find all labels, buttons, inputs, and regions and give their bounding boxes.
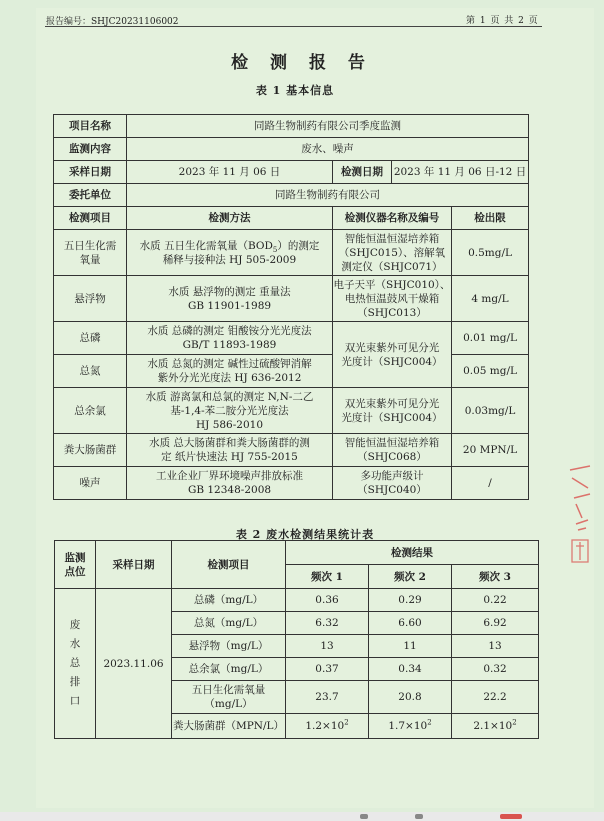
col-limit-header: 检出限 — [452, 207, 529, 230]
page-info: 第 1 页 共 2 页 — [466, 16, 539, 26]
basic-info-table — [53, 114, 529, 500]
content-label: 监测内容 — [54, 138, 127, 161]
col-f3-header: 频次 3 — [452, 565, 539, 589]
result-item: 总氮（mg/L） — [172, 612, 286, 635]
test-item: 总磷 — [54, 322, 127, 355]
result-item: 悬浮物（mg/L） — [172, 635, 286, 658]
test-method: 水质 游离氯和总氯的测定 N,N-二乙 基-1,4-苯二胺分光光度法 HJ 586-2010 — [127, 388, 333, 434]
result-value: 6.32 — [286, 612, 369, 635]
result-value: 0.32 — [452, 658, 539, 681]
detection-limit: 0.01 mg/L — [452, 322, 529, 355]
detection-limit: / — [452, 467, 529, 500]
result-value: 0.22 — [452, 589, 539, 612]
result-value: $1.7\times 10^2$ — [369, 714, 452, 739]
result-value: 20.8 — [369, 681, 452, 714]
test-item: 五日生化需 氧量 — [54, 230, 127, 276]
test-method: 水质 总大肠菌群和粪大肠菌群的测 定 纸片快速法 HJ 755-2015 — [127, 434, 333, 467]
result-value: 22.2 — [452, 681, 539, 714]
result-item: 总磷（mg/L） — [172, 589, 286, 612]
nav-icon[interactable] — [415, 814, 423, 819]
result-value: 11 — [369, 635, 452, 658]
header-divider — [45, 26, 542, 27]
result-item: 粪大肠菌群（MPN/L） — [172, 714, 286, 739]
detection-limit: 0.03mg/L — [452, 388, 529, 434]
report-number: 报告编号：SHJC20231106002 — [46, 17, 179, 27]
project-name: 同路生物制药有限公司季度监测 — [127, 115, 529, 138]
col-method-header: 检测方法 — [127, 207, 333, 230]
test-item: 噪声 — [54, 467, 127, 500]
col-item-header: 检测项目 — [54, 207, 127, 230]
monitor-content: 废水、噪声 — [127, 138, 529, 161]
test-instrument: 双光束紫外可见分光 光度计（SHJC004） — [333, 322, 452, 388]
test-item: 总余氯 — [54, 388, 127, 434]
detection-limit: 20 MPN/L — [452, 434, 529, 467]
test-item: 总氮 — [54, 355, 127, 388]
result-item: 五日生化需氧量 （mg/L） — [172, 681, 286, 714]
sampling-date-label: 采样日期 — [54, 161, 127, 184]
detection-limit: 0.5mg/L — [452, 230, 529, 276]
report-title: 检 测 报 告 — [231, 53, 373, 73]
test-item: 粪大肠菌群 — [54, 434, 127, 467]
result-value: $1.2\times 10^2$ — [286, 714, 369, 739]
test-instrument: 多功能声级计 （SHJC040） — [333, 467, 452, 500]
result-value: 6.60 — [369, 612, 452, 635]
sampling-date: 2023.11.06 — [96, 589, 172, 739]
result-value: 13 — [286, 635, 369, 658]
result-item: 总余氯（mg/L） — [172, 658, 286, 681]
test-instrument: 电子天平（SHJC010）、 电热恒温鼓风干燥箱 （SHJC013） — [333, 276, 452, 322]
client-name: 同路生物制药有限公司 — [127, 184, 529, 207]
test-instrument: 智能恒温恒湿培养箱 （SHJC015）、溶解氧 测定仪（SHJC071） — [333, 230, 452, 276]
result-value: 0.34 — [369, 658, 452, 681]
test-instrument: 智能恒温恒湿培养箱 （SHJC068） — [333, 434, 452, 467]
test-method: 水质 总磷的测定 钼酸铵分光光度法 GB/T 11893-1989 — [127, 322, 333, 355]
col-point-header: 监测 点位 — [55, 541, 96, 589]
result-value: 0.37 — [286, 658, 369, 681]
sampling-date: 2023 年 11 月 06 日 — [127, 161, 333, 184]
detection-limit: 0.05 mg/L — [452, 355, 529, 388]
result-value: 23.7 — [286, 681, 369, 714]
result-value: 0.29 — [369, 589, 452, 612]
result-value: 0.36 — [286, 589, 369, 612]
test-item: 悬浮物 — [54, 276, 127, 322]
project-name-label: 项目名称 — [54, 115, 127, 138]
table2-caption: 表 2 废水检测结果统计表 — [235, 528, 375, 541]
nav-icon[interactable] — [360, 814, 368, 819]
wastewater-results-table — [54, 540, 539, 739]
seal-stamp — [562, 458, 592, 608]
test-method: 水质 总氮的测定 碱性过硫酸钾消解 紫外分光光度法 HJ 636-2012 — [127, 355, 333, 388]
col-instrument-header: 检测仪器名称及编号 — [333, 207, 452, 230]
result-value: 13 — [452, 635, 539, 658]
table1-caption: 表 1 基本信息 — [255, 84, 335, 97]
col-f1-header: 频次 1 — [286, 565, 369, 589]
test-method: 水质 悬浮物的测定 重量法 GB 11901-1989 — [127, 276, 333, 322]
test-date: 2023 年 11 月 06 日-12 日 — [392, 161, 529, 184]
col-results-header: 检测结果 — [286, 541, 539, 565]
col-date-header: 采样日期 — [96, 541, 172, 589]
detection-limit: 4 mg/L — [452, 276, 529, 322]
client-label: 委托单位 — [54, 184, 127, 207]
action-icon[interactable] — [500, 814, 522, 819]
col-f2-header: 频次 2 — [369, 565, 452, 589]
monitor-point: 废 水 总 排 口 — [55, 589, 96, 739]
result-value: $2.1\times 10^2$ — [452, 714, 539, 739]
test-instrument: 双光束紫外可见分光 光度计（SHJC004） — [333, 388, 452, 434]
result-value: 6.92 — [452, 612, 539, 635]
col-item-header: 检测项目 — [172, 541, 286, 589]
test-date-label: 检测日期 — [333, 161, 392, 184]
test-method: 水质 五日生化需氧量$(BOD_5)$的测定 稀释与接种法 HJ 505-2009 — [127, 230, 333, 276]
test-method: 工业企业厂界环境噪声排放标准 GB 12348-2008 — [127, 467, 333, 500]
